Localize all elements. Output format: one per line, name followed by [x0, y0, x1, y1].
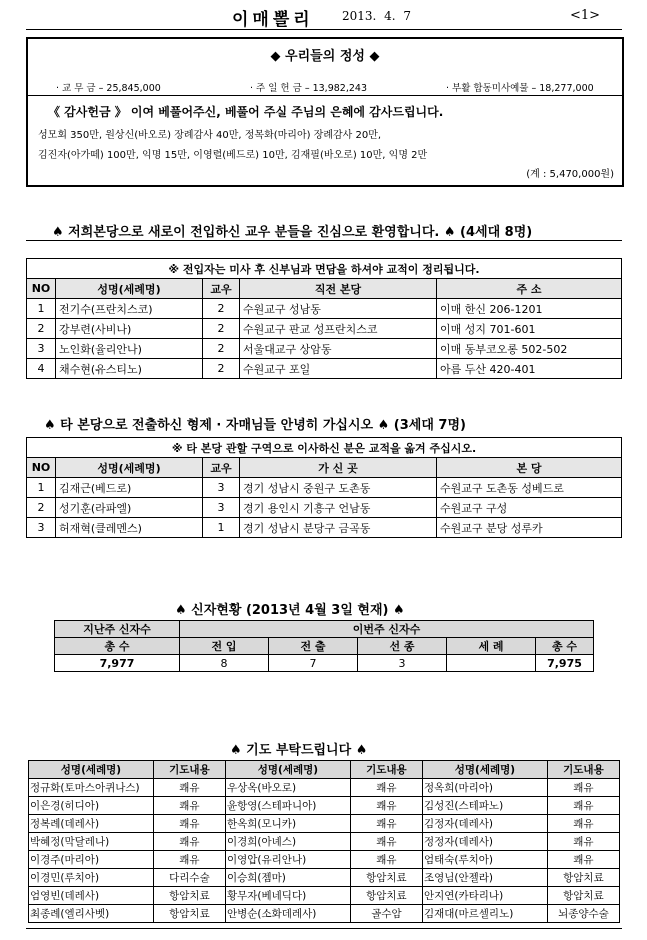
cell: 쾌유	[350, 815, 422, 833]
cell: 쾌유	[350, 851, 422, 869]
cell: 정규화(토마스아퀴나스)	[29, 779, 154, 797]
table-row	[29, 905, 620, 923]
cell: 이영압(유리안나)	[225, 851, 350, 869]
offering-amounts	[28, 79, 622, 94]
stat-value	[447, 655, 536, 672]
table-row	[27, 339, 622, 359]
table-row	[27, 359, 622, 379]
cell: 수원교구 분당 성루카	[437, 518, 622, 538]
col-header: 기도내용	[547, 761, 619, 779]
cell: 수원교구 도촌동 성베드로	[437, 478, 622, 498]
cell: 이경주(마리아)	[29, 851, 154, 869]
this-total-value: 7,975	[536, 655, 594, 672]
cell: 2	[203, 359, 240, 379]
prayer-table	[28, 760, 620, 923]
cell: 김정자(데레사)	[422, 815, 547, 833]
cell: 뇌종양수술	[547, 905, 619, 923]
cell: 2	[203, 299, 240, 319]
cell: 수원교구 구성	[437, 498, 622, 518]
donor-line: 김진자(아가떼) 100만, 익명 15만, 이영렬(베드로) 10만, 김재필(바오로) 10만, 익명 2만	[38, 150, 428, 161]
col-header: NO	[27, 279, 56, 299]
cell: 다리수술	[153, 869, 225, 887]
cell: 이매 동부코오롱 502-502	[437, 339, 622, 359]
offering-item: · 주 일 헌 금 – 13,982,243	[250, 83, 367, 94]
cell: 수원교구 성남동	[240, 299, 437, 319]
cell: 2	[203, 339, 240, 359]
bulletin-title: 이매뽈리	[232, 10, 314, 30]
offering-item: · 부활 합동미사예물 – 18,277,000	[446, 83, 594, 94]
cell: 수원교구 포일	[240, 359, 437, 379]
table-row	[29, 833, 620, 851]
page-number: <1>	[570, 8, 601, 23]
cell: 엄영빈(데레사)	[29, 887, 154, 905]
cell: 김성진(스테파노)	[422, 797, 547, 815]
newcomers-heading: ♠ 저희본당으로 새로이 전입하신 교우 분들을 진심으로 환영합니다. ♠ (4세대 8명)	[52, 225, 533, 240]
cell: 쾌유	[153, 779, 225, 797]
cell: 김재대(마르셀리노)	[422, 905, 547, 923]
cell: 4	[27, 359, 56, 379]
cell: 쾌유	[547, 797, 619, 815]
cell: 조영님(안젤라)	[422, 869, 547, 887]
cell: 엄태숙(루치아)	[422, 851, 547, 869]
last-total-label: 총 수	[55, 638, 180, 655]
cell: 항암치료	[350, 869, 422, 887]
cell: 쾌유	[547, 779, 619, 797]
cell: 이경희(아녜스)	[225, 833, 350, 851]
cell: 박혜정(막달레나)	[29, 833, 154, 851]
col-header: 기도내용	[153, 761, 225, 779]
last-week-label: 지난주 신자수	[55, 621, 180, 638]
cell: 쾌유	[153, 797, 225, 815]
stat-label: 전 출	[269, 638, 358, 655]
departures-note: ※ 타 본당 관할 구역으로 이사하신 분은 교적을 옮겨 주십시오.	[27, 438, 622, 458]
cell: 정복례(데레사)	[29, 815, 154, 833]
prayer-heading: ♠ 기도 부탁드립니다 ♠	[230, 743, 368, 758]
col-header: NO	[27, 458, 56, 478]
cell: 정정자(데레사)	[422, 833, 547, 851]
cell: 우상옥(바오로)	[225, 779, 350, 797]
table-row	[29, 815, 620, 833]
col-header: 교우	[203, 458, 240, 478]
stat-label: 선 종	[358, 638, 447, 655]
header-divider	[26, 29, 622, 30]
cell: 윤항영(스테파니아)	[225, 797, 350, 815]
offering-item: · 교 무 금 – 25,845,000	[56, 83, 161, 94]
col-header: 가 신 곳	[240, 458, 437, 478]
cell: 서울대교구 상암동	[240, 339, 437, 359]
cell: 3	[27, 518, 56, 538]
cell: 항암치료	[153, 887, 225, 905]
stats-table	[54, 620, 594, 672]
thanks-heading: 《 감사헌금 》 이여 베풀어주신, 베풀어 주실 주님의 은혜에 감사드립니다.	[48, 105, 444, 119]
col-header: 성명(세례명)	[56, 458, 203, 478]
col-header: 기도내용	[350, 761, 422, 779]
offering-title: ◆ 우리들의 정성 ◆	[270, 49, 380, 64]
cell: 쾌유	[547, 815, 619, 833]
offering-box	[26, 37, 624, 187]
cell: 쾌유	[153, 815, 225, 833]
cell: 쾌유	[153, 851, 225, 869]
offering-divider	[28, 95, 622, 96]
table-row	[27, 518, 622, 538]
bulletin-date: 2013. 4. 7	[342, 9, 412, 23]
cell: 경기 용인시 기흥구 언남동	[240, 498, 437, 518]
cell: 1	[27, 299, 56, 319]
last-total-value: 7,977	[55, 655, 180, 672]
cell: 3	[27, 339, 56, 359]
this-total-label: 총 수	[536, 638, 594, 655]
cell: 이경민(루치아)	[29, 869, 154, 887]
cell: 김재근(베드로)	[56, 478, 203, 498]
this-week-label: 이번주 신자수	[180, 621, 594, 638]
cell: 3	[203, 498, 240, 518]
cell: 쾌유	[547, 851, 619, 869]
cell: 쾌유	[350, 833, 422, 851]
cell: 2	[27, 498, 56, 518]
cell: 강부련(사비나)	[56, 319, 203, 339]
col-header: 주 소	[437, 279, 622, 299]
cell: 경기 성남시 분당구 금곡동	[240, 518, 437, 538]
cell: 아름 두산 420-401	[437, 359, 622, 379]
cell: 정옥희(마리아)	[422, 779, 547, 797]
cell: 이은경(히디아)	[29, 797, 154, 815]
stat-label: 전 입	[180, 638, 269, 655]
cell: 채수현(유스티노)	[56, 359, 203, 379]
cell: 성기훈(라파엘)	[56, 498, 203, 518]
cell: 황무자(베네딕다)	[225, 887, 350, 905]
cell: 골수암	[350, 905, 422, 923]
stat-value: 3	[358, 655, 447, 672]
cell: 항암치료	[153, 905, 225, 923]
col-header: 성명(세례명)	[56, 279, 203, 299]
col-header: 교우	[203, 279, 240, 299]
cell: 허재혁(클레멘스)	[56, 518, 203, 538]
cell: 경기 성남시 중원구 도촌동	[240, 478, 437, 498]
cell: 한옥희(모니카)	[225, 815, 350, 833]
col-header: 성명(세례명)	[29, 761, 154, 779]
departures-table	[26, 437, 622, 538]
col-header: 직전 본당	[240, 279, 437, 299]
table-row	[27, 319, 622, 339]
cell: 쾌유	[350, 779, 422, 797]
departures-heading: ♠ 타 본당으로 전출하신 형제 · 자매님들 안녕히 가십시오 ♠ (3세대 7명)	[44, 418, 466, 433]
cell: 전기수(프란치스코)	[56, 299, 203, 319]
table-row	[29, 887, 620, 905]
col-header: 본 당	[437, 458, 622, 478]
cell: 1	[203, 518, 240, 538]
table-row	[29, 779, 620, 797]
cell: 최종례(엘리사벳)	[29, 905, 154, 923]
cell: 노인화(율리안나)	[56, 339, 203, 359]
table-row	[29, 797, 620, 815]
cell: 항암치료	[547, 887, 619, 905]
stat-value: 8	[180, 655, 269, 672]
table-row	[27, 299, 622, 319]
cell: 수원교구 판교 성프란치스코	[240, 319, 437, 339]
cell: 안병순(소화데레사)	[225, 905, 350, 923]
stats-heading: ♠ 신자현황 (2013년 4월 3일 현재) ♠	[175, 603, 405, 618]
cell: 이매 한신 206-1201	[437, 299, 622, 319]
stat-label: 세 례	[447, 638, 536, 655]
table-row	[29, 869, 620, 887]
table-row	[27, 498, 622, 518]
footer-divider	[26, 928, 622, 929]
table-row	[27, 478, 622, 498]
col-header: 성명(세례명)	[422, 761, 547, 779]
donor-line: 성모회 350만, 원상신(바오로) 장례감사 40만, 정목화(마리아) 장례감사 20만,	[38, 130, 382, 141]
cell: 쾌유	[153, 833, 225, 851]
cell: 안지연(카타리나)	[422, 887, 547, 905]
donor-total: (계 : 5,470,000원)	[526, 169, 614, 180]
cell: 1	[27, 478, 56, 498]
newcomers-note: ※ 전입자는 미사 후 신부님과 면담을 하셔야 교적이 정리됩니다.	[27, 259, 622, 279]
cell: 이승희(젬마)	[225, 869, 350, 887]
stat-value: 7	[269, 655, 358, 672]
cell: 3	[203, 478, 240, 498]
cell: 이매 성지 701-601	[437, 319, 622, 339]
newcomers-table	[26, 258, 622, 379]
cell: 쾌유	[350, 797, 422, 815]
cell: 항암치료	[350, 887, 422, 905]
cell: 2	[27, 319, 56, 339]
cell: 2	[203, 319, 240, 339]
cell: 쾌유	[547, 833, 619, 851]
col-header: 성명(세례명)	[225, 761, 350, 779]
section-divider	[26, 240, 622, 241]
table-row	[29, 851, 620, 869]
cell: 항암치료	[547, 869, 619, 887]
